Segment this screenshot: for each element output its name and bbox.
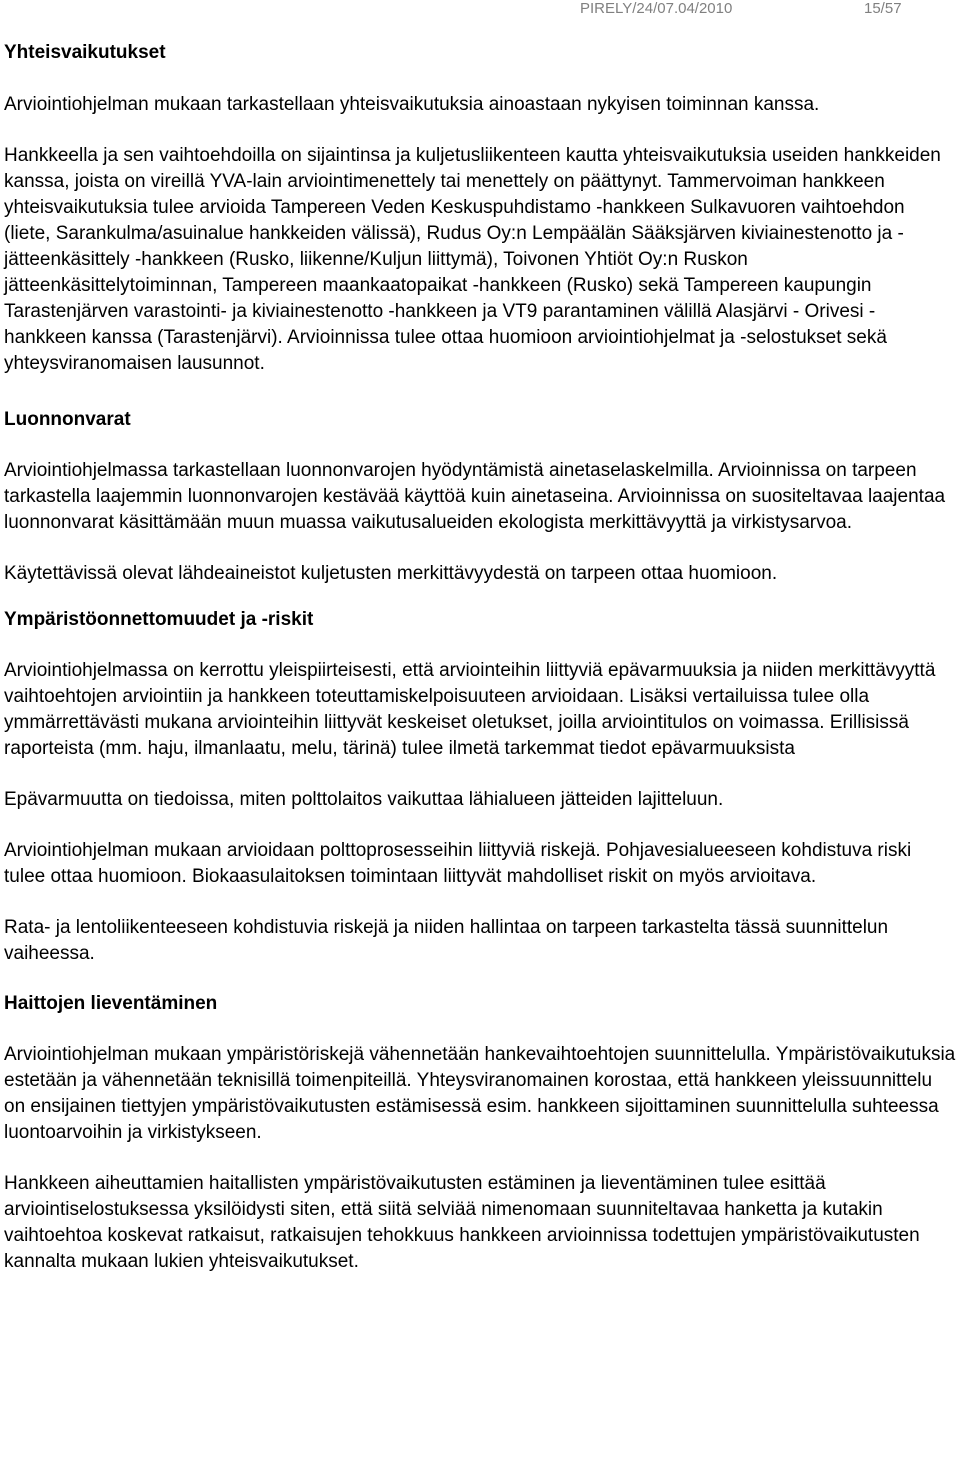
paragraph: Rata- ja lentoliikenteeseen kohdistuvia riskejä ja niiden hallintaa on tarpeen tarkastelta tässä suunnittelun vaiheessa. [4,917,889,964]
paragraph: Arviointiohjelmassa on kerrottu yleispiirteisesti, että arviointeihin liittyviä epävarmuuksia ja niiden merkittävyyttä vaihtoehtojen arviointiin ja hankkeen toteuttamiskelpoisuuteen arvioidaan. Lisäksi vertailuissa tulee olla ymmärrettävästi mukana arviointeihin liittyvät keskeiset oletukset, joilla arviointitulos on voimassa. Erillisissä raporteista (mm. haju, ilmanlaatu, melu, tärinä) tulee ilmetä tarkemmat tiedot epävarmuuksista [4,660,936,759]
section-heading: Luonnonvarat [4,409,131,430]
section-heading: Ympäristöonnettomuudet ja -riskit [4,609,314,630]
paragraph: Käytettävissä olevat lähdeaineistot kuljetusten merkittävyydestä on tarpeen ottaa huomioon. [4,563,778,584]
paragraph: Arviointiohjelman mukaan tarkastellaan yhteisvaikutuksia ainoastaan nykyisen toiminnan kanssa. [4,94,820,115]
paragraph: Hankkeella ja sen vaihtoehdoilla on sijaintinsa ja kuljetusliikenteen kautta yhteisvaikutuksia useiden hankkeiden kanssa, joista on vireillä YVA-lain arviointimenettely tai menettely on päättynyt. Tammervoiman hankkeen yhteisvaikutuksia tulee arvioida Tampereen Veden Keskuspuhdistamo -hankkeen Sulkavuoren vaihtoehdon (liete, Sarankulma/asuinalue hankkeiden välissä), Rudus Oy:n Lempäälän Sääksjärven kiviainestenotto ja -jätteenkäsittely -hankkeen (Rusko, liikenne/Kuljun liittymä), Toivonen Yhtiöt Oy:n Ruskon jätteenkäsittelytoiminnan, Tampereen maankaatopaikat -hankkeen (Rusko) sekä Tampereen kaupungin Tarastenjärven varastointi- ja kiviainestenotto -hankkeen ja VT9 parantaminen välillä Alasjärvi - Orivesi -hankkeen kanssa (Tarastenjärvi). Arvioinnissa tulee ottaa huomioon arviointiohjelmat ja -selostukset sekä yhteysviranomaisen lausunnot. [4,145,941,374]
document-body [4,40,956,1275]
document-reference: PIRELY/24/07.04/2010 [580,0,733,17]
paragraph: Arviointiohjelman mukaan ympäristöriskejä vähennetään hankevaihtoehtojen suunnittelulla. Ympäristövaikutuksia estetään ja vähennetään teknisillä toimenpiteillä. Yhteysviranomainen korostaa, että hankkeen yleissuunnittelu on ensijainen tiettyjen ympäristövaikutusten estämisessä esim. hankkeen sijoittaminen suunnittelulla suhteessa luontoarvoihin ja virkistykseen. [4,1044,956,1143]
section-heading: Yhteisvaikutukset [4,42,166,63]
paragraph: Epävarmuutta on tiedoissa, miten polttolaitos vaikuttaa lähialueen jätteiden lajitteluun. [4,789,724,810]
paragraph: Hankkeen aiheuttamien haitallisten ympäristövaikutusten estäminen ja lieventäminen tulee esittää arviointiselostuksessa yksilöidysti siten, että siitä selviää nimenomaan suunniteltavaa hanketta ja kutakin vaihtoehtoa koskevat ratkaisut, ratkaisujen tehokkuus hankkeen arvioinnissa todettujen ympäristövaikutusten kannalta mukaan lukien yhteisvaikutukset. [4,1173,920,1272]
paragraph: Arviointiohjelmassa tarkastellaan luonnonvarojen hyödyntämistä ainetaselaskelmilla. Arvioinnissa on tarpeen tarkastella laajemmin luonnonvarojen kestävää käyttöä kuin ainetaseina. Arvioinnissa on suositeltavaa laajentaa luonnonvarat käsittämään muun muassa vaikutusalueiden ekologista merkittävyyttä ja virkistysarvoa. [4,460,946,533]
section-title-yhteisvaikutukset [4,40,956,66]
page-header [0,0,960,20]
paragraph: Arviointiohjelman mukaan arvioidaan polttoprosesseihin liittyviä riskejä. Pohjavesialueeseen kohdistuva riski tulee ottaa huomioon. Biokaasulaitoksen toimintaan liittyvät mahdolliset riskit on myös arvioitava. [4,840,912,887]
page-number: 15/57 [864,0,902,17]
section-heading: Haittojen lieventäminen [4,993,218,1014]
